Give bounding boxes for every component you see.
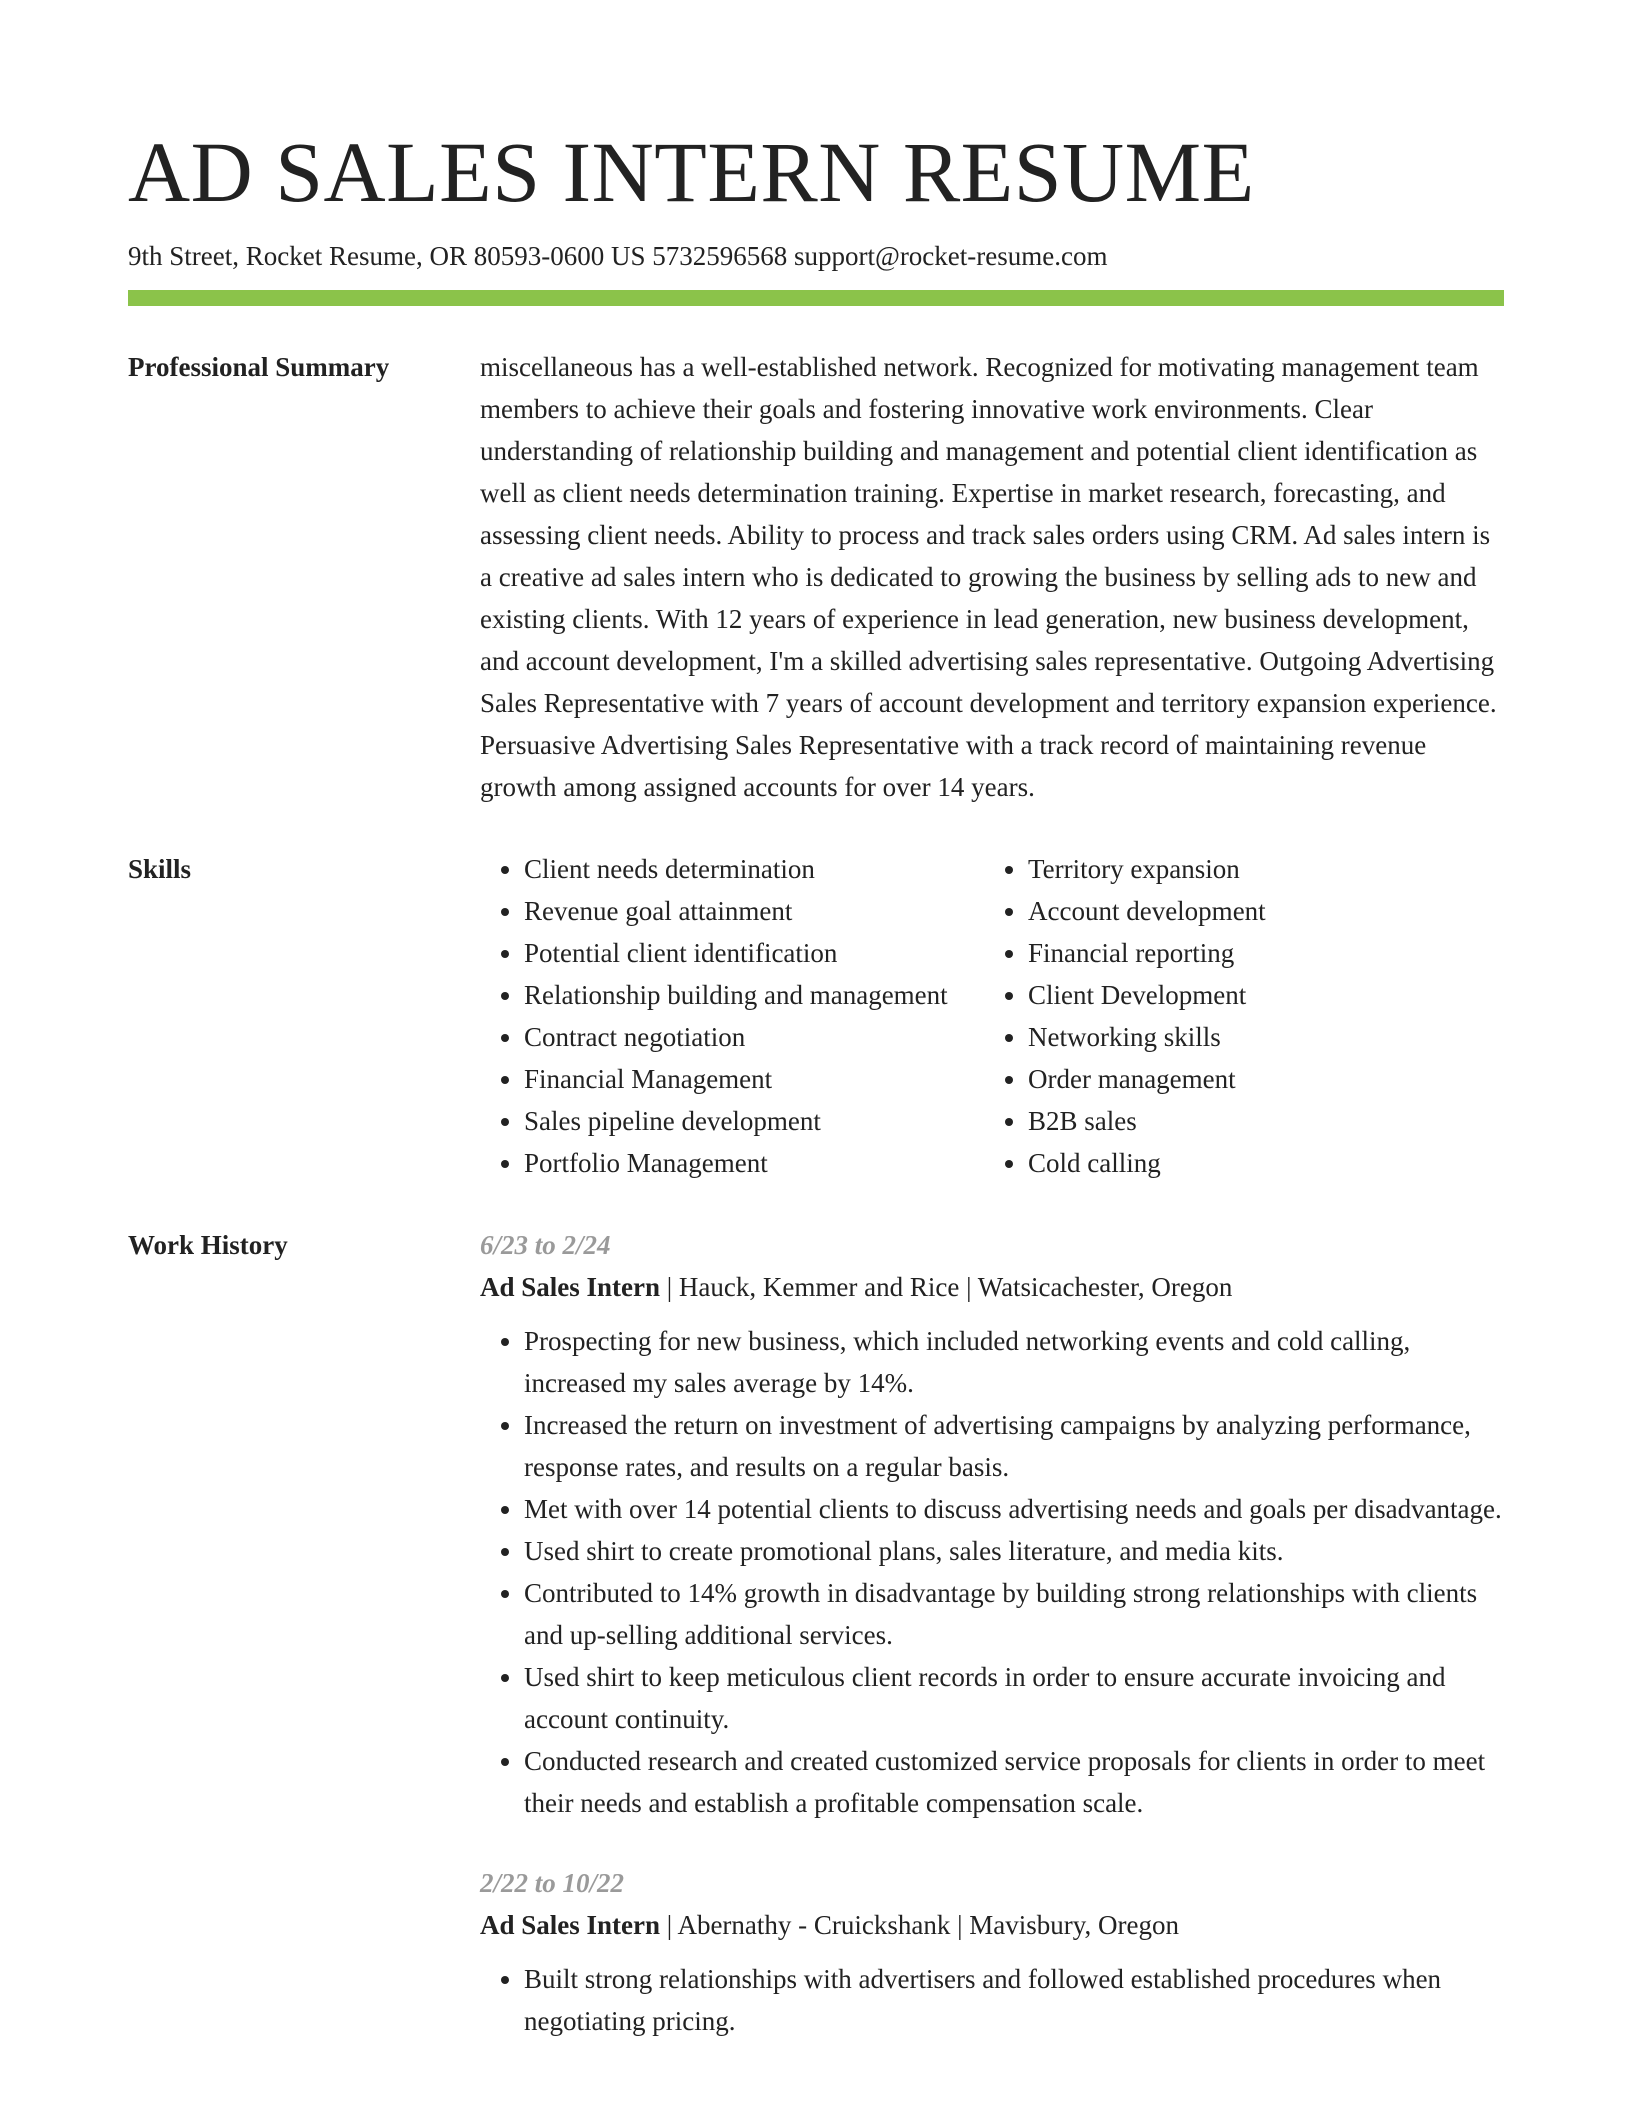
skills-list-left <box>480 848 984 1184</box>
work-body <box>480 1224 1504 2042</box>
job-bullet: • Used shirt to keep meticulous client records in order to ensure accurate invoicing and account continuity. <box>524 1656 1504 1740</box>
skill-item: • Financial Management <box>524 1058 984 1100</box>
skill-item: • Financial reporting <box>1028 932 1266 974</box>
job-entry <box>480 1224 1504 1824</box>
job-heading <box>480 1904 1504 1946</box>
skill-item: • Revenue goal attainment <box>524 890 984 932</box>
skill-item: • Sales pipeline development <box>524 1100 984 1142</box>
section-label-summary: Professional Summary <box>128 352 390 382</box>
section-label-work: Work History <box>128 1230 288 1260</box>
section-skills <box>128 848 1504 1184</box>
section-work-history <box>128 1224 1504 2042</box>
job-title: Ad Sales Intern <box>480 1910 661 1940</box>
job-bullet: • Built strong relationships with advertisers and followed established procedures when negotiating pricing. <box>524 1958 1504 2042</box>
job-bullet: • Met with over 14 potential clients to discuss advertising needs and goals per disadvantage. <box>524 1488 1504 1530</box>
job-entry <box>480 1862 1504 2042</box>
skills-list-right <box>984 848 1266 1184</box>
job-bullet: • Increased the return on investment of advertising campaigns by analyzing performance, response rates, and results on a regular basis. <box>524 1404 1504 1488</box>
skill-item: • Networking skills <box>1028 1016 1266 1058</box>
skill-item: • Potential client identification <box>524 932 984 974</box>
skill-item: • Cold calling <box>1028 1142 1266 1184</box>
summary-text: miscellaneous has a well-established network. Recognized for motivating management team members to achieve their goals and fostering innovative work environments. Clear understanding of relationship building and management and potential client identification as well as client needs determination training. Expertise in market research, forecasting, and assessing client needs. Ability to process and track sales orders using CRM. Ad sales intern is a creative ad sales intern who is dedicated to growing the business by selling ads to new and existing clients. With 12 years of experience in lead generation, new business development, and account development, I'm a skilled advertising sales representative. Outgoing Advertising Sales Representative with 7 years of account development and territory expansion experience. Persuasive Advertising Sales Representative with a track record of maintaining revenue growth among assigned accounts for over 14 years. <box>480 352 1497 802</box>
skill-item: • Territory expansion <box>1028 848 1266 890</box>
skills-body <box>480 848 1504 1184</box>
job-date: 6/23 to 2/24 <box>480 1230 611 1260</box>
section-summary <box>128 346 1504 808</box>
job-bullet: • Prospecting for new business, which included networking events and cold calling, increased my sales average by 14%. <box>524 1320 1504 1404</box>
job-details: | Abernathy - Cruickshank | Mavisbury, Oregon <box>660 1910 1179 1940</box>
section-label-skills: Skills <box>128 854 192 884</box>
header-divider <box>128 290 1504 306</box>
skill-item: • Portfolio Management <box>524 1142 984 1184</box>
job-bullet: • Contributed to 14% growth in disadvantage by building strong relationships with clients and up-selling additional services. <box>524 1572 1504 1656</box>
skills-columns <box>480 848 1504 1184</box>
skill-item: • Relationship building and management <box>524 974 984 1016</box>
resume-title: AD SALES INTERN RESUME <box>128 124 1255 220</box>
skill-item: • Contract negotiation <box>524 1016 984 1058</box>
skill-item: • Client needs determination <box>524 848 984 890</box>
job-date: 2/22 to 10/22 <box>480 1868 625 1898</box>
job-bullets <box>480 1958 1504 2042</box>
skill-item: • Order management <box>1028 1058 1266 1100</box>
summary-body <box>480 346 1504 808</box>
job-details: | Hauck, Kemmer and Rice | Watsicachester, Oregon <box>660 1272 1233 1302</box>
skill-item: • Account development <box>1028 890 1266 932</box>
job-bullet: • Used shirt to create promotional plans, sales literature, and media kits. <box>524 1530 1504 1572</box>
job-bullet: • Conducted research and created customized service proposals for clients in order to meet their needs and establish a profitable compensation scale. <box>524 1740 1504 1824</box>
job-heading <box>480 1266 1504 1308</box>
skill-item: • Client Development <box>1028 974 1266 1016</box>
job-title: Ad Sales Intern <box>480 1272 661 1302</box>
contact-line: 9th Street, Rocket Resume, OR 80593-0600 US 5732596568 support@rocket-resume.com <box>128 241 1108 271</box>
skill-item: • B2B sales <box>1028 1100 1266 1142</box>
job-bullets <box>480 1320 1504 1824</box>
